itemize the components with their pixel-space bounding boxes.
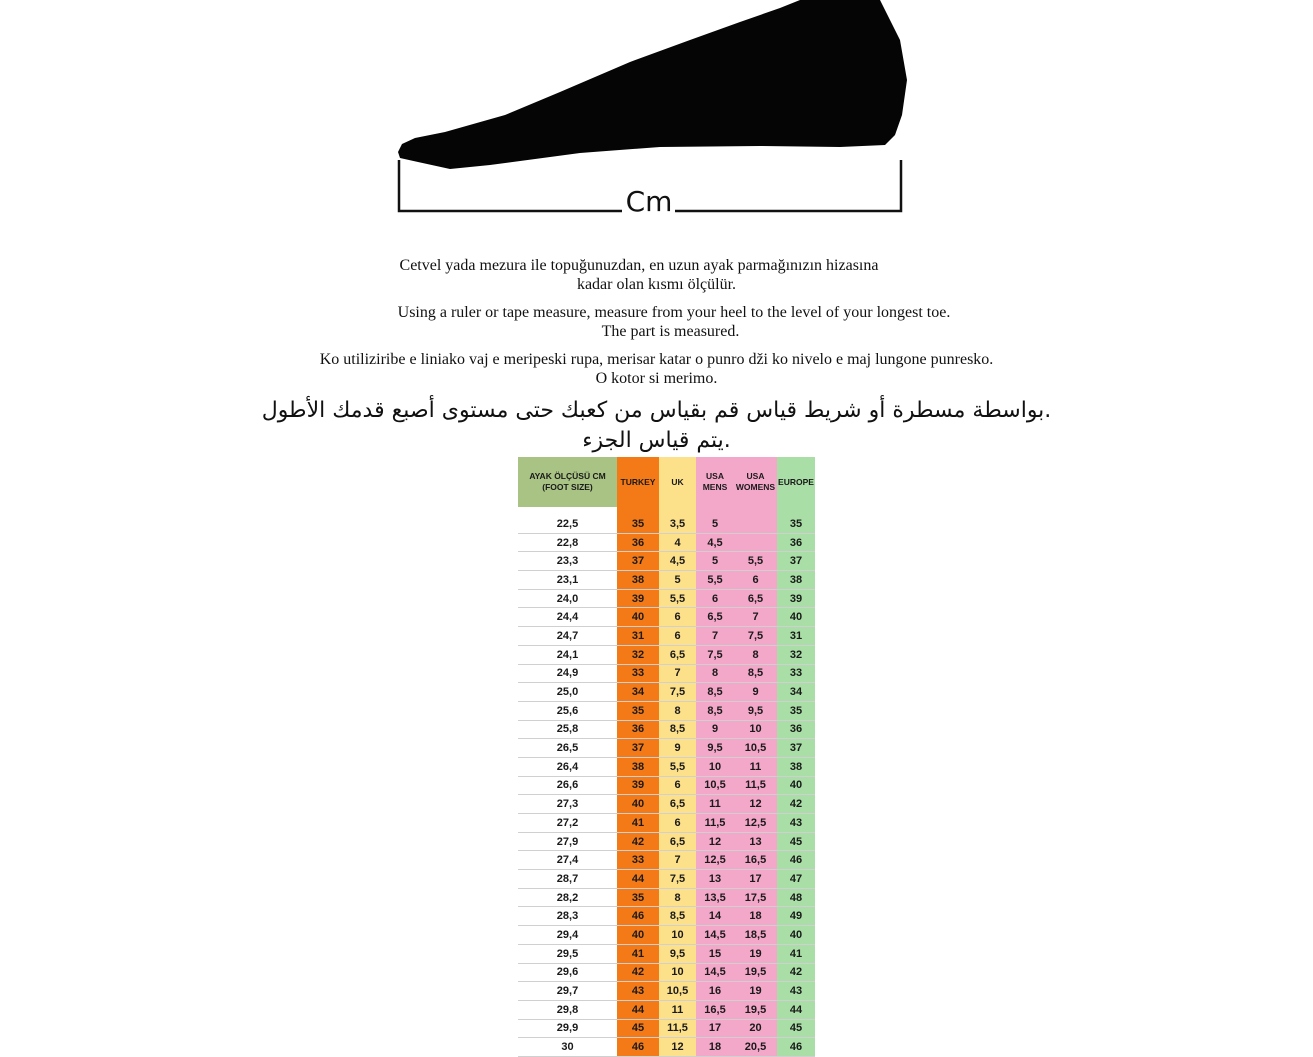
table-row [518,907,815,926]
cell-usa-mens: 17 [696,1020,734,1038]
cell-foot-size: 30 [518,1038,617,1056]
cell-turkey: 37 [617,552,659,570]
cell-usa-mens: 5 [696,552,734,570]
cell-europe: 47 [777,870,815,888]
instruction-line: Ko utiliziribe e liniako vaj e meripeski rupa, merisar katar o punro dži ko nivelo e maj lungone punresko. [319,351,994,368]
cell-europe: 41 [777,945,815,963]
cell-usa-womens: 13 [734,833,777,851]
header-europe: EUROPE [777,457,815,507]
foot-measurement-figure [300,0,1020,240]
table-row [518,795,815,814]
cell-foot-size: 25,8 [518,721,617,739]
cell-usa-womens: 19 [734,982,777,1000]
instruction-line: The part is measured. [601,323,740,340]
cell-usa-mens: 14 [696,907,734,925]
instructions-turkish [0,256,1313,294]
instruction-line: Using a ruler or tape measure, measure from your heel to the level of your longest toe. [397,304,951,321]
cell-usa-mens: 10,5 [696,777,734,795]
cell-turkey: 38 [617,758,659,776]
cell-turkey: 31 [617,627,659,645]
cell-uk: 6,5 [659,646,696,664]
cell-usa-mens: 11,5 [696,814,734,832]
table-row [518,627,815,646]
cell-europe: 45 [777,1020,815,1038]
cell-turkey: 34 [617,683,659,701]
cell-usa-womens: 6,5 [734,590,777,608]
cell-usa-womens: 10,5 [734,739,777,757]
cell-usa-womens: 19,5 [734,1001,777,1019]
cell-usa-mens: 14,5 [696,926,734,944]
cell-turkey: 36 [617,721,659,739]
cell-foot-size: 26,4 [518,758,617,776]
cell-turkey: 46 [617,1038,659,1056]
cell-europe: 35 [777,515,815,533]
table-row [518,534,815,553]
cell-foot-size: 23,3 [518,552,617,570]
cell-uk: 6,5 [659,833,696,851]
cell-europe: 38 [777,571,815,589]
cell-europe: 40 [777,608,815,626]
cell-europe: 40 [777,926,815,944]
table-row [518,608,815,627]
cell-uk: 4 [659,534,696,552]
cell-europe: 38 [777,758,815,776]
cell-usa-mens: 6,5 [696,608,734,626]
cell-foot-size: 25,0 [518,683,617,701]
cell-europe: 42 [777,795,815,813]
cell-europe: 49 [777,907,815,925]
cell-uk: 7,5 [659,870,696,888]
cell-europe: 46 [777,851,815,869]
cell-turkey: 40 [617,795,659,813]
cell-turkey: 44 [617,1001,659,1019]
cell-usa-womens: 18,5 [734,926,777,944]
instructions-romani [0,350,1313,388]
table-row [518,814,815,833]
header-usa-mens: USA MENS [696,457,734,507]
cell-europe: 31 [777,627,815,645]
cell-foot-size: 27,2 [518,814,617,832]
cell-europe: 37 [777,739,815,757]
instruction-line: kadar olan kısmı ölçülür. [576,276,737,293]
cell-usa-womens: 19 [734,945,777,963]
cell-usa-mens: 10 [696,758,734,776]
cell-europe: 42 [777,964,815,982]
cell-foot-size: 26,6 [518,777,617,795]
table-row [518,590,815,609]
cell-usa-mens: 14,5 [696,964,734,982]
cell-europe: 43 [777,982,815,1000]
cell-turkey: 44 [617,870,659,888]
cell-turkey: 41 [617,945,659,963]
cell-foot-size: 23,1 [518,571,617,589]
cell-usa-mens: 7,5 [696,646,734,664]
cell-uk: 4,5 [659,552,696,570]
cell-usa-womens: 16,5 [734,851,777,869]
cell-turkey: 37 [617,739,659,757]
foot-silhouette-icon [300,0,1020,240]
cell-usa-mens: 11 [696,795,734,813]
cell-turkey: 42 [617,833,659,851]
cell-foot-size: 24,7 [518,627,617,645]
cell-uk: 5,5 [659,590,696,608]
cell-usa-mens: 9 [696,721,734,739]
cell-usa-womens: 9,5 [734,702,777,720]
cell-usa-womens: 17 [734,870,777,888]
cell-usa-womens: 9 [734,683,777,701]
table-row [518,758,815,777]
table-row [518,552,815,571]
cell-europe: 35 [777,702,815,720]
cell-usa-womens [734,534,777,552]
table-row [518,571,815,590]
cell-usa-womens: 20 [734,1020,777,1038]
table-row [518,739,815,758]
cell-usa-womens: 10 [734,721,777,739]
cell-uk: 12 [659,1038,696,1056]
header-foot-size: AYAK ÖLÇÜSÜ CM (FOOT SIZE) [518,457,617,507]
cell-usa-womens: 7 [734,608,777,626]
cell-uk: 10,5 [659,982,696,1000]
cell-usa-womens: 11,5 [734,777,777,795]
cell-usa-womens: 19,5 [734,964,777,982]
cell-foot-size: 27,3 [518,795,617,813]
cell-europe: 36 [777,534,815,552]
table-body [518,515,815,1057]
cell-uk: 5,5 [659,758,696,776]
cell-uk: 7 [659,665,696,683]
cell-usa-womens: 6 [734,571,777,589]
cell-europe: 34 [777,683,815,701]
cell-usa-womens: 8 [734,646,777,664]
cell-uk: 3,5 [659,515,696,533]
cell-uk: 5 [659,571,696,589]
cell-foot-size: 28,3 [518,907,617,925]
table-row [518,702,815,721]
cell-usa-mens: 7 [696,627,734,645]
cell-turkey: 32 [617,646,659,664]
cell-usa-mens: 13,5 [696,889,734,907]
cell-uk: 6 [659,814,696,832]
instruction-line: .بواسطة مسطرة أو شريط قياس قم بقياس من كعبك حتى مستوى أصبع قدمك الأطول [261,398,1052,423]
cell-foot-size: 29,5 [518,945,617,963]
table-row [518,964,815,983]
instruction-line: O kotor si merimo. [595,370,718,387]
cell-uk: 11,5 [659,1020,696,1038]
cell-foot-size: 29,6 [518,964,617,982]
table-row [518,683,815,702]
cell-usa-mens: 8,5 [696,683,734,701]
table-row [518,982,815,1001]
instruction-line: .يتم قياس الجزء [582,428,731,453]
cell-foot-size: 24,1 [518,646,617,664]
cell-turkey: 40 [617,608,659,626]
cell-uk: 11 [659,1001,696,1019]
cell-turkey: 45 [617,1020,659,1038]
cell-usa-mens: 12,5 [696,851,734,869]
header-turkey: TURKEY [617,457,659,507]
measure-label: Cm [625,185,673,218]
cell-uk: 7,5 [659,683,696,701]
instructions-english [0,303,1313,341]
cell-europe: 32 [777,646,815,664]
cell-turkey: 38 [617,571,659,589]
cell-europe: 43 [777,814,815,832]
cell-usa-womens: 17,5 [734,889,777,907]
cell-usa-womens: 12 [734,795,777,813]
table-header-row [518,457,815,507]
cell-europe: 45 [777,833,815,851]
cell-foot-size: 22,8 [518,534,617,552]
header-usa-womens: USA WOMENS [734,457,777,507]
cell-uk: 6 [659,608,696,626]
cell-usa-womens: 12,5 [734,814,777,832]
cell-usa-mens: 6 [696,590,734,608]
table-row [518,665,815,684]
cell-europe: 39 [777,590,815,608]
cell-usa-womens: 11 [734,758,777,776]
cell-uk: 8 [659,702,696,720]
cell-uk: 6,5 [659,795,696,813]
cell-uk: 10 [659,964,696,982]
cell-turkey: 39 [617,777,659,795]
size-conversion-table [518,457,815,1057]
table-row [518,870,815,889]
cell-uk: 7 [659,851,696,869]
header-uk: UK [659,457,696,507]
cell-europe: 33 [777,665,815,683]
cell-foot-size: 24,0 [518,590,617,608]
cell-foot-size: 24,9 [518,665,617,683]
instructions-arabic [0,396,1313,456]
cell-foot-size: 29,9 [518,1020,617,1038]
table-row [518,1020,815,1039]
cell-foot-size: 25,6 [518,702,617,720]
table-row [518,833,815,852]
table-row [518,646,815,665]
table-row [518,777,815,796]
cell-turkey: 43 [617,982,659,1000]
cell-usa-mens: 16,5 [696,1001,734,1019]
cell-usa-mens: 18 [696,1038,734,1056]
cell-foot-size: 29,4 [518,926,617,944]
cell-turkey: 46 [617,907,659,925]
cell-turkey: 39 [617,590,659,608]
cell-foot-size: 27,4 [518,851,617,869]
cell-uk: 6 [659,777,696,795]
cell-foot-size: 27,9 [518,833,617,851]
cell-uk: 9,5 [659,945,696,963]
cell-usa-womens [734,515,777,533]
cell-uk: 10 [659,926,696,944]
table-row [518,945,815,964]
cell-usa-mens: 9,5 [696,739,734,757]
cell-usa-mens: 5 [696,515,734,533]
table-row [518,1001,815,1020]
cell-usa-mens: 8 [696,665,734,683]
cell-foot-size: 29,7 [518,982,617,1000]
table-row [518,851,815,870]
table-row [518,515,815,534]
cell-turkey: 33 [617,665,659,683]
cell-foot-size: 24,4 [518,608,617,626]
table-spacer [518,507,815,515]
table-row [518,926,815,945]
cell-turkey: 40 [617,926,659,944]
cell-turkey: 35 [617,889,659,907]
cell-usa-womens: 7,5 [734,627,777,645]
cell-uk: 9 [659,739,696,757]
cell-turkey: 33 [617,851,659,869]
cell-foot-size: 28,2 [518,889,617,907]
cell-usa-womens: 20,5 [734,1038,777,1056]
cell-usa-mens: 16 [696,982,734,1000]
table-row [518,721,815,740]
cell-foot-size: 26,5 [518,739,617,757]
cell-europe: 44 [777,1001,815,1019]
cell-europe: 36 [777,721,815,739]
instruction-line: Cetvel yada mezura ile topuğunuzdan, en uzun ayak parmağınızın hizasına [399,257,879,274]
cell-usa-mens: 12 [696,833,734,851]
cell-uk: 8 [659,889,696,907]
cell-usa-mens: 13 [696,870,734,888]
cell-usa-mens: 4,5 [696,534,734,552]
cell-turkey: 35 [617,702,659,720]
cell-europe: 48 [777,889,815,907]
cell-usa-womens: 8,5 [734,665,777,683]
cell-usa-womens: 5,5 [734,552,777,570]
table-row [518,889,815,908]
cell-uk: 6 [659,627,696,645]
cell-uk: 8,5 [659,721,696,739]
cell-turkey: 42 [617,964,659,982]
cell-usa-mens: 5,5 [696,571,734,589]
cell-usa-womens: 18 [734,907,777,925]
cell-europe: 40 [777,777,815,795]
cell-turkey: 35 [617,515,659,533]
cell-usa-mens: 8,5 [696,702,734,720]
cell-turkey: 41 [617,814,659,832]
cell-foot-size: 29,8 [518,1001,617,1019]
cell-europe: 46 [777,1038,815,1056]
cell-turkey: 36 [617,534,659,552]
cell-foot-size: 22,5 [518,515,617,533]
cell-foot-size: 28,7 [518,870,617,888]
table-row [518,1038,815,1057]
cell-europe: 37 [777,552,815,570]
cell-uk: 8,5 [659,907,696,925]
cell-usa-mens: 15 [696,945,734,963]
